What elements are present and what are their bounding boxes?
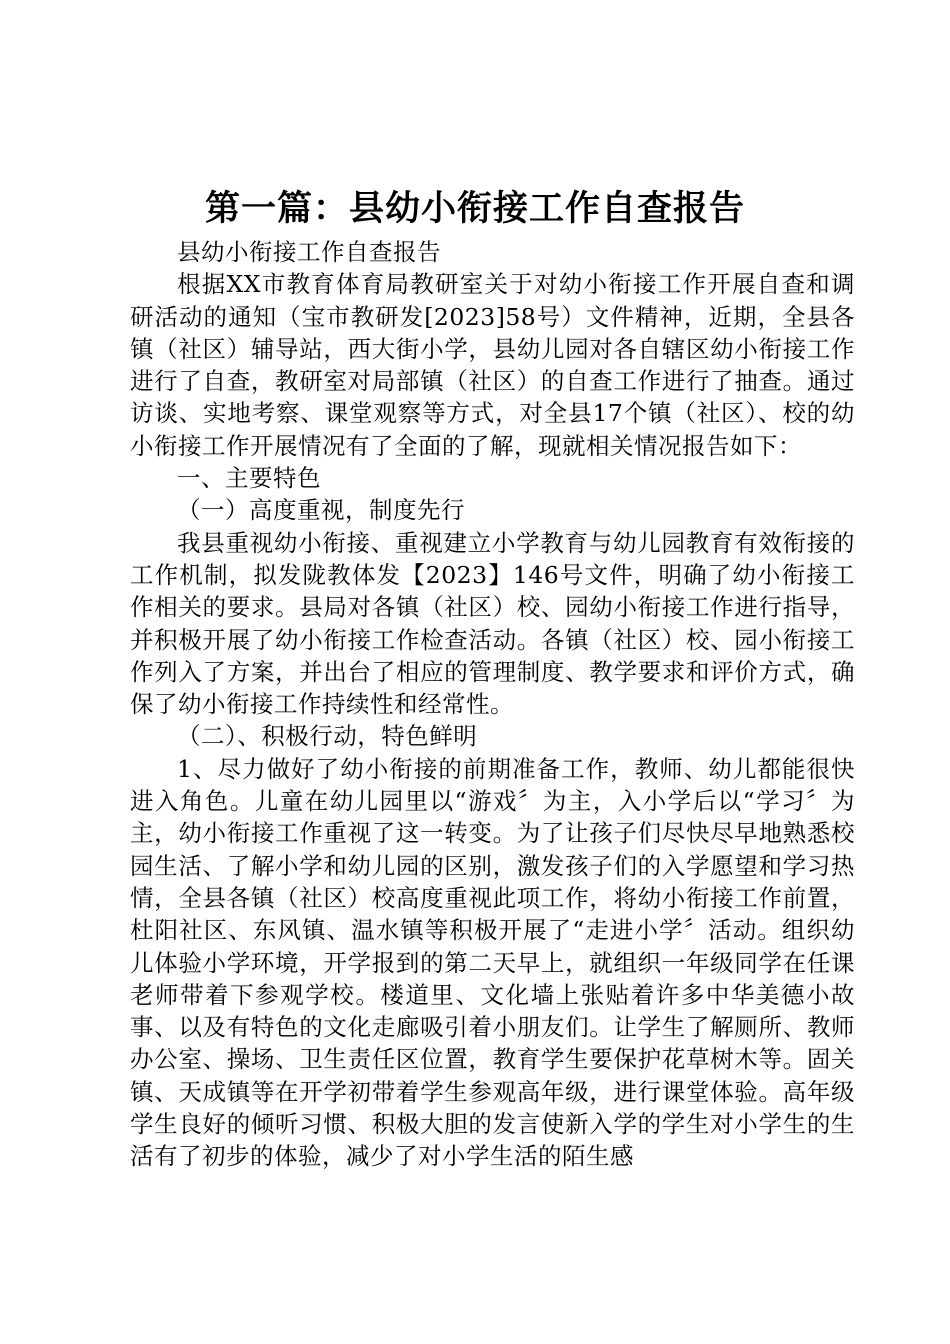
subsection-heading-2: （二）、积极行动，特色鲜明 xyxy=(177,722,478,751)
document-body xyxy=(130,236,855,1173)
section-heading-main-features: 一、主要特色 xyxy=(177,464,321,493)
subsection-2-paragraph: 1、尽力做好了幼小衔接的前期准备工作，教师、幼儿都能很快进入角色。儿童在幼儿园里以“游戏〞为主，入小学后以“学习〞为主，幼小衔接工作重视了这一转变。为了让孩子们尽快尽早地熟悉校园生活、了解小学和幼儿园的区别，激发孩子们的入学愿望和学习热情，全县各镇（社区）校高度重视此项工作，将幼小衔接工作前置，杜阳社区、东风镇、温水镇等积极开展了“走进小学〞活动。组织幼儿体验小学环境，开学报到的第二天早上，就组织一年级同学在任课老师带着下参观学校。楼道里、文化墙上张贴着许多中华美德小故事、以及有特色的文化走廊吸引着小朋友们。让学生了解厕所、教师办公室、操场、卫生责任区位置，教育学生要保护花草树木等。固关镇、天成镇等在开学初带着学生参观高年级，进行课堂体验。高年级学生良好的倾听习惯、积极大胆的发言使新入学的学生对小学生的生活有了初步的体验，减少了对小学生活的陌生感 xyxy=(130,754,855,1171)
subsection-heading-1: （一）高度重视，制度先行 xyxy=(177,496,465,525)
subsection-1-paragraph: 我县重视幼小衔接、重视建立小学教育与幼儿园教育有效衔接的工作机制，拟发陇教体发【2023】146号文件，明确了幼小衔接工作相关的要求。县局对各镇（社区）校、园幼小衔接工作进行指导，并积极开展了幼小衔接工作检查活动。各镇（社区）校、园小衔接工作列入了方案，并出台了相应的管理制度、教学要求和评价方式，确保了幼小衔接工作持续性和经常性。 xyxy=(130,528,855,719)
intro-paragraph: 根据XX市教育体育局教研室关于对幼小衔接工作开展自查和调研活动的通知（宝市教研发[2023]58号）文件精神，近期，全县各镇（社区）辅导站，西大街小学，县幼儿园对各自辖区幼小衔接工作进行了自查，教研室对局部镇（社区）的自查工作进行了抽查。通过访谈、实地考察、课堂观察等方式，对全县17个镇（社区）、校的幼小衔接工作开展情况有了全面的了解，现就相关情况报告如下： xyxy=(130,270,855,460)
document-title: 第一篇：县幼小衔接工作自查报告 xyxy=(204,188,745,229)
subtitle-paragraph: 县幼小衔接工作自查报告 xyxy=(177,238,441,266)
